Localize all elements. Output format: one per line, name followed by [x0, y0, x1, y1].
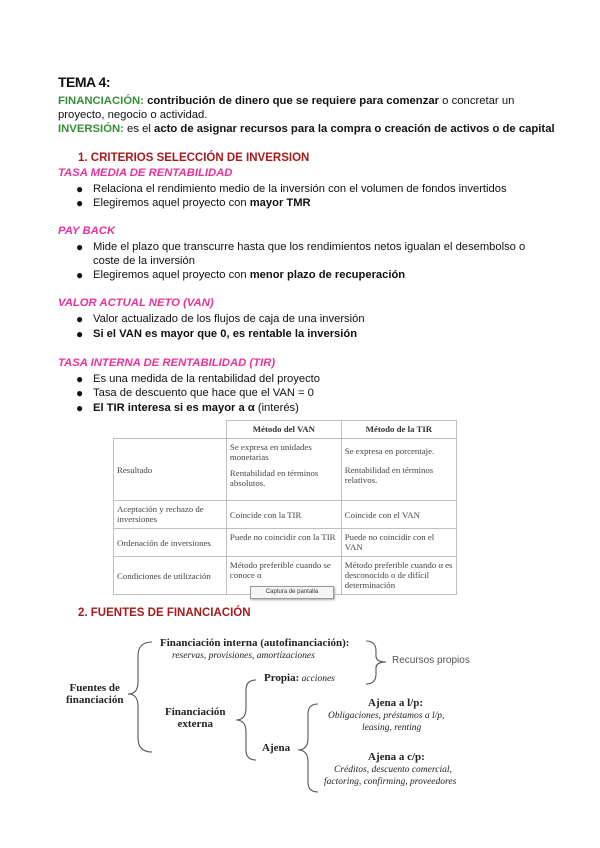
table-cell-label: Condiciones de utilización [114, 557, 227, 595]
financiacion-term: FINANCIACIÓN: [58, 95, 144, 107]
bullet-icon: ● [76, 182, 84, 196]
table-cell-van: Coincide con la TIR [226, 501, 341, 529]
table-cell-text: Se expresa en porcentaje. [344, 446, 435, 456]
financiacion-rest-text: o concretar un [439, 95, 515, 107]
diagram-propia-label: Propia: [264, 672, 300, 684]
bullet-icon: ● [76, 196, 84, 210]
diagram-externa-line: Financiación [165, 706, 226, 718]
payback-heading: PAY BACK [58, 225, 116, 237]
payback-bullet-1-cont: coste de la inversión [93, 255, 195, 267]
bullet-icon: ● [76, 386, 84, 400]
table-cell-tir: Método preferible cuando α es desconocido o de difícil determinación [341, 557, 456, 595]
tmr-bullet-2-bold: mayor TMR [249, 197, 311, 209]
diagram-interna-detail: reservas, provisiones, amortizaciones [172, 651, 315, 661]
bullet-icon: ● [76, 372, 84, 386]
diagram-externa-line: externa [177, 718, 213, 730]
diagram-lp-detail-1: Obligaciones, préstamos a l/p, [328, 711, 445, 721]
table-header-tir: Método de la TIR [341, 421, 456, 439]
table-cell-label: Ordenación de inversiones [114, 529, 227, 557]
financiacion-definition-cont: proyecto, negocio o actividad. [58, 109, 208, 121]
inversion-pre-text: es el [123, 123, 155, 135]
inversion-term: INVERSIÓN: [58, 123, 124, 135]
bullet-icon: ● [76, 268, 84, 282]
payback-bullet-2-bold: menor plazo de recuperación [249, 269, 406, 281]
diagram-root-line: Fuentes de [69, 682, 120, 694]
section-1-heading: 1. CRITERIOS SELECCIÓN DE INVERSION [78, 152, 310, 164]
diagram-propia-detail: acciones [299, 674, 335, 684]
van-bullet-1-text: Valor actualizado de los flujos de caja de una inversión [93, 313, 365, 325]
table-cell-tir: Coincide con el VAN [341, 501, 456, 529]
diagram-ajena-label: Ajena [262, 742, 291, 754]
diagram-cp-label: Ajena a c/p: [368, 751, 425, 763]
bullet-icon: ● [76, 312, 84, 326]
diagram-externa-label [165, 706, 226, 730]
diagram-lp-label: Ajena a l/p: [368, 697, 423, 709]
table-cell-text: Se expresa en unidades monetarias [229, 442, 312, 462]
table-cell-van: Puede no coincidir con la TIR [226, 529, 341, 557]
diagram-recursos-propios: Recursos propios [392, 655, 470, 666]
ajena-brace [298, 704, 318, 792]
tir-bullet-3-bold: El TIR interesa si es mayor a [93, 402, 245, 414]
diagram-cp-detail-1: Créditos, descuento comercial, [334, 765, 452, 775]
tmr-bullet-1-text: Relaciona el rendimiento medio de la inversión con el volumen de fondos invertidos [93, 183, 507, 195]
diagram-root-label [66, 682, 123, 706]
tmr-bullet-2-text: Elegiremos aquel proyecto con [93, 197, 250, 209]
root-brace [128, 642, 152, 752]
table-cell-text: Rentabilidad en términos absolutos. [229, 468, 319, 488]
table-cell-text: Rentabilidad en términos relativos. [344, 465, 434, 485]
diagram-propia [264, 672, 335, 684]
diagram-cp-detail-2: factoring, confirming, proveedores [324, 777, 457, 787]
tmr-heading: TASA MEDIA DE RENTABILIDAD [58, 167, 233, 179]
page-title: TEMA 4: [58, 74, 110, 90]
table-header-van: Método del VAN [226, 421, 341, 439]
diagram-interna-label: Financiación interna (autofinanciación): [160, 637, 350, 649]
tir-bullet-2-text: Tasa de descuento que hace que el VAN = 0 [93, 387, 314, 399]
diagram-lp-detail-2: leasing, renting [362, 723, 422, 733]
inversion-bold-text: acto de asignar recursos para la compra o creación de activos o de capital [154, 123, 555, 135]
bullet-icon: ● [76, 327, 84, 341]
table-cell-tir: Puede no coincidir con el VAN [341, 529, 456, 557]
tir-bullet-1-text: Es una medida de la rentabilidad del proyecto [93, 373, 321, 385]
screenshot-caption-tag: Captura de pantalla [250, 586, 334, 599]
table-cell-label: Resultado [114, 439, 227, 501]
van-heading: VALOR ACTUAL NETO (VAN) [58, 297, 214, 309]
payback-bullet-2-text: Elegiremos aquel proyecto con [93, 269, 250, 281]
table-cell-label: Aceptación y rechazo de inversiones [114, 501, 227, 529]
section-2-heading: 2. FUENTES DE FINANCIACIÓN [78, 607, 251, 619]
van-bullet-2-text: Si el VAN es mayor que 0, es rentable la inversión [93, 328, 358, 340]
tir-heading: TASA INTERNA DE RENTABILIDAD (TIR) [58, 357, 276, 369]
tir-bullet-3-text: (interés) [254, 402, 299, 414]
payback-bullet-1-text: Mide el plazo que transcurre hasta que los rendimientos netos igualan el desembolso o [93, 241, 526, 253]
diagram-root-line: financiación [66, 694, 124, 706]
externa-brace [236, 680, 256, 760]
bullet-icon: ● [76, 401, 84, 415]
bullet-icon: ● [76, 240, 84, 254]
tir-bullet-3-alpha: α [244, 402, 255, 414]
table-cell-van: Método preferible cuando se conoce α [226, 557, 341, 595]
interna-brace [366, 641, 386, 684]
financiacion-bold-text: contribución de dinero que se requiere para comenzar [143, 95, 440, 107]
